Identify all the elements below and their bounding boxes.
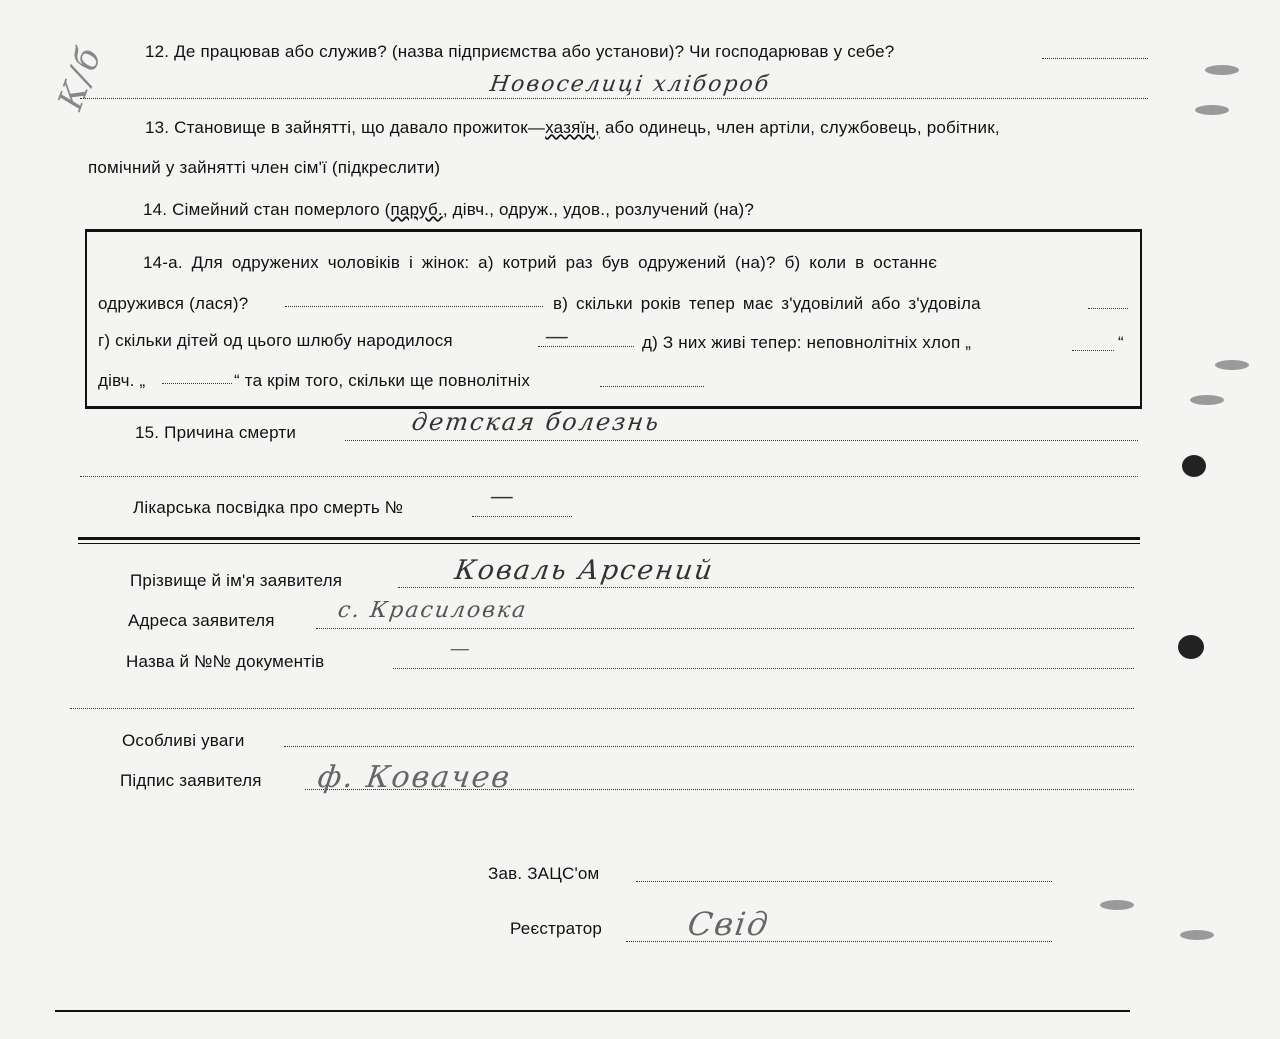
- documents-field-2[interactable]: [70, 708, 1134, 709]
- q14a-line3a: г) скільки дітей од цього шлюбу народилося: [98, 331, 453, 350]
- q14a-children-value: —: [543, 322, 573, 350]
- paper-tear: [1190, 395, 1224, 405]
- bottom-rule: [55, 1010, 1130, 1012]
- q14a-line2b: в) скільки років тепер має з'удовілий або з'удовіла: [553, 294, 981, 313]
- applicant-address-value: с. Красиловка: [336, 598, 530, 623]
- applicant-address-label: Адреса заявителя: [128, 611, 275, 630]
- q14a-boys-field[interactable]: [1072, 350, 1114, 351]
- q13-selected-option[interactable]: хазяїн,: [545, 118, 600, 137]
- q14a-quote: “: [1118, 333, 1124, 352]
- punch-hole: [1178, 635, 1204, 659]
- q12-label: 12. Де працював або служив? (назва підприємства або установи)? Чи господарював у себе?: [145, 42, 895, 61]
- applicant-address-field[interactable]: [316, 628, 1134, 629]
- notes-field[interactable]: [284, 746, 1134, 747]
- applicant-name-value: Коваль Арсений: [452, 555, 717, 586]
- q14a-line4a: дівч. „: [98, 371, 146, 390]
- certificate-value: —: [488, 482, 518, 510]
- q14a-line2a: одружився (лася)?: [98, 294, 249, 313]
- q14-text-rest: , дівч., одруж., удов., розлучений (на)?: [442, 200, 755, 219]
- q12-answer: Новоселиці хлібороб: [488, 72, 773, 97]
- applicant-signature: ф. Ковачев: [315, 760, 514, 795]
- certificate-label: Лікарська посвідка про смерть №: [133, 498, 404, 517]
- q14a-married-date-field[interactable]: [285, 306, 543, 307]
- documents-value: —: [448, 636, 474, 660]
- q14a-line3b: д) З них живі тепер: неповнолітніх хлоп „: [642, 333, 972, 352]
- paper-tear: [1215, 360, 1249, 370]
- q13-text: 13. Становище в зайнятті, що давало прожиток—: [145, 118, 546, 137]
- q13-text-rest: або одинець, член артіли, службовець, робітник,: [599, 118, 1000, 137]
- section-divider-thin: [78, 543, 1140, 544]
- q14-text: 14. Сімейний стан померлого (: [143, 200, 391, 219]
- paper-tear: [1205, 65, 1239, 75]
- q15-answer: детская болезнь: [410, 408, 663, 436]
- q12-answer-field[interactable]: [80, 98, 1148, 99]
- margin-note: К/б: [50, 40, 111, 116]
- documents-label: Назва й №№ документів: [126, 652, 325, 671]
- punch-hole: [1182, 455, 1206, 477]
- applicant-name-label: Прізвище й ім'я заявителя: [130, 571, 343, 590]
- q14a-line4b: “ та крім того, скільки ще повнолітніх: [234, 371, 531, 390]
- notes-label: Особливі уваги: [122, 731, 245, 750]
- section-divider: [78, 537, 1140, 540]
- q14a-adults-field[interactable]: [600, 386, 704, 387]
- signature-label: Підпис заявителя: [120, 771, 262, 790]
- q14a-line1: 14-а. Для одружених чоловіків і жінок: а) котрий раз був одружений (на)? б) коли в останнє: [143, 253, 938, 272]
- q13-line1: [145, 118, 1000, 138]
- head-signature-field[interactable]: [636, 881, 1052, 882]
- paper-tear: [1100, 900, 1134, 910]
- paper-tear: [1180, 930, 1214, 940]
- q15-label: 15. Причина смерти: [135, 423, 297, 442]
- documents-field[interactable]: [393, 668, 1134, 669]
- q12-field[interactable]: [1042, 58, 1148, 59]
- head-label: Зав. ЗАЦС'ом: [488, 864, 600, 883]
- registrar-signature: Свід: [685, 905, 773, 943]
- q13-line2: помічний у зайнятті член сім'ї (підкреслити): [88, 158, 441, 177]
- q15-field[interactable]: [345, 440, 1138, 441]
- registrar-label: Реєстратор: [510, 919, 603, 938]
- q15-field-2[interactable]: [80, 476, 1138, 477]
- certificate-field[interactable]: [472, 516, 572, 517]
- q14a-girls-field[interactable]: [162, 383, 232, 384]
- q14a-widowed-years-field[interactable]: [1088, 308, 1128, 309]
- q14-selected-option[interactable]: паруб.: [390, 200, 443, 219]
- paper-tear: [1195, 105, 1229, 115]
- q14-label: [143, 200, 754, 220]
- applicant-name-field[interactable]: [398, 587, 1134, 588]
